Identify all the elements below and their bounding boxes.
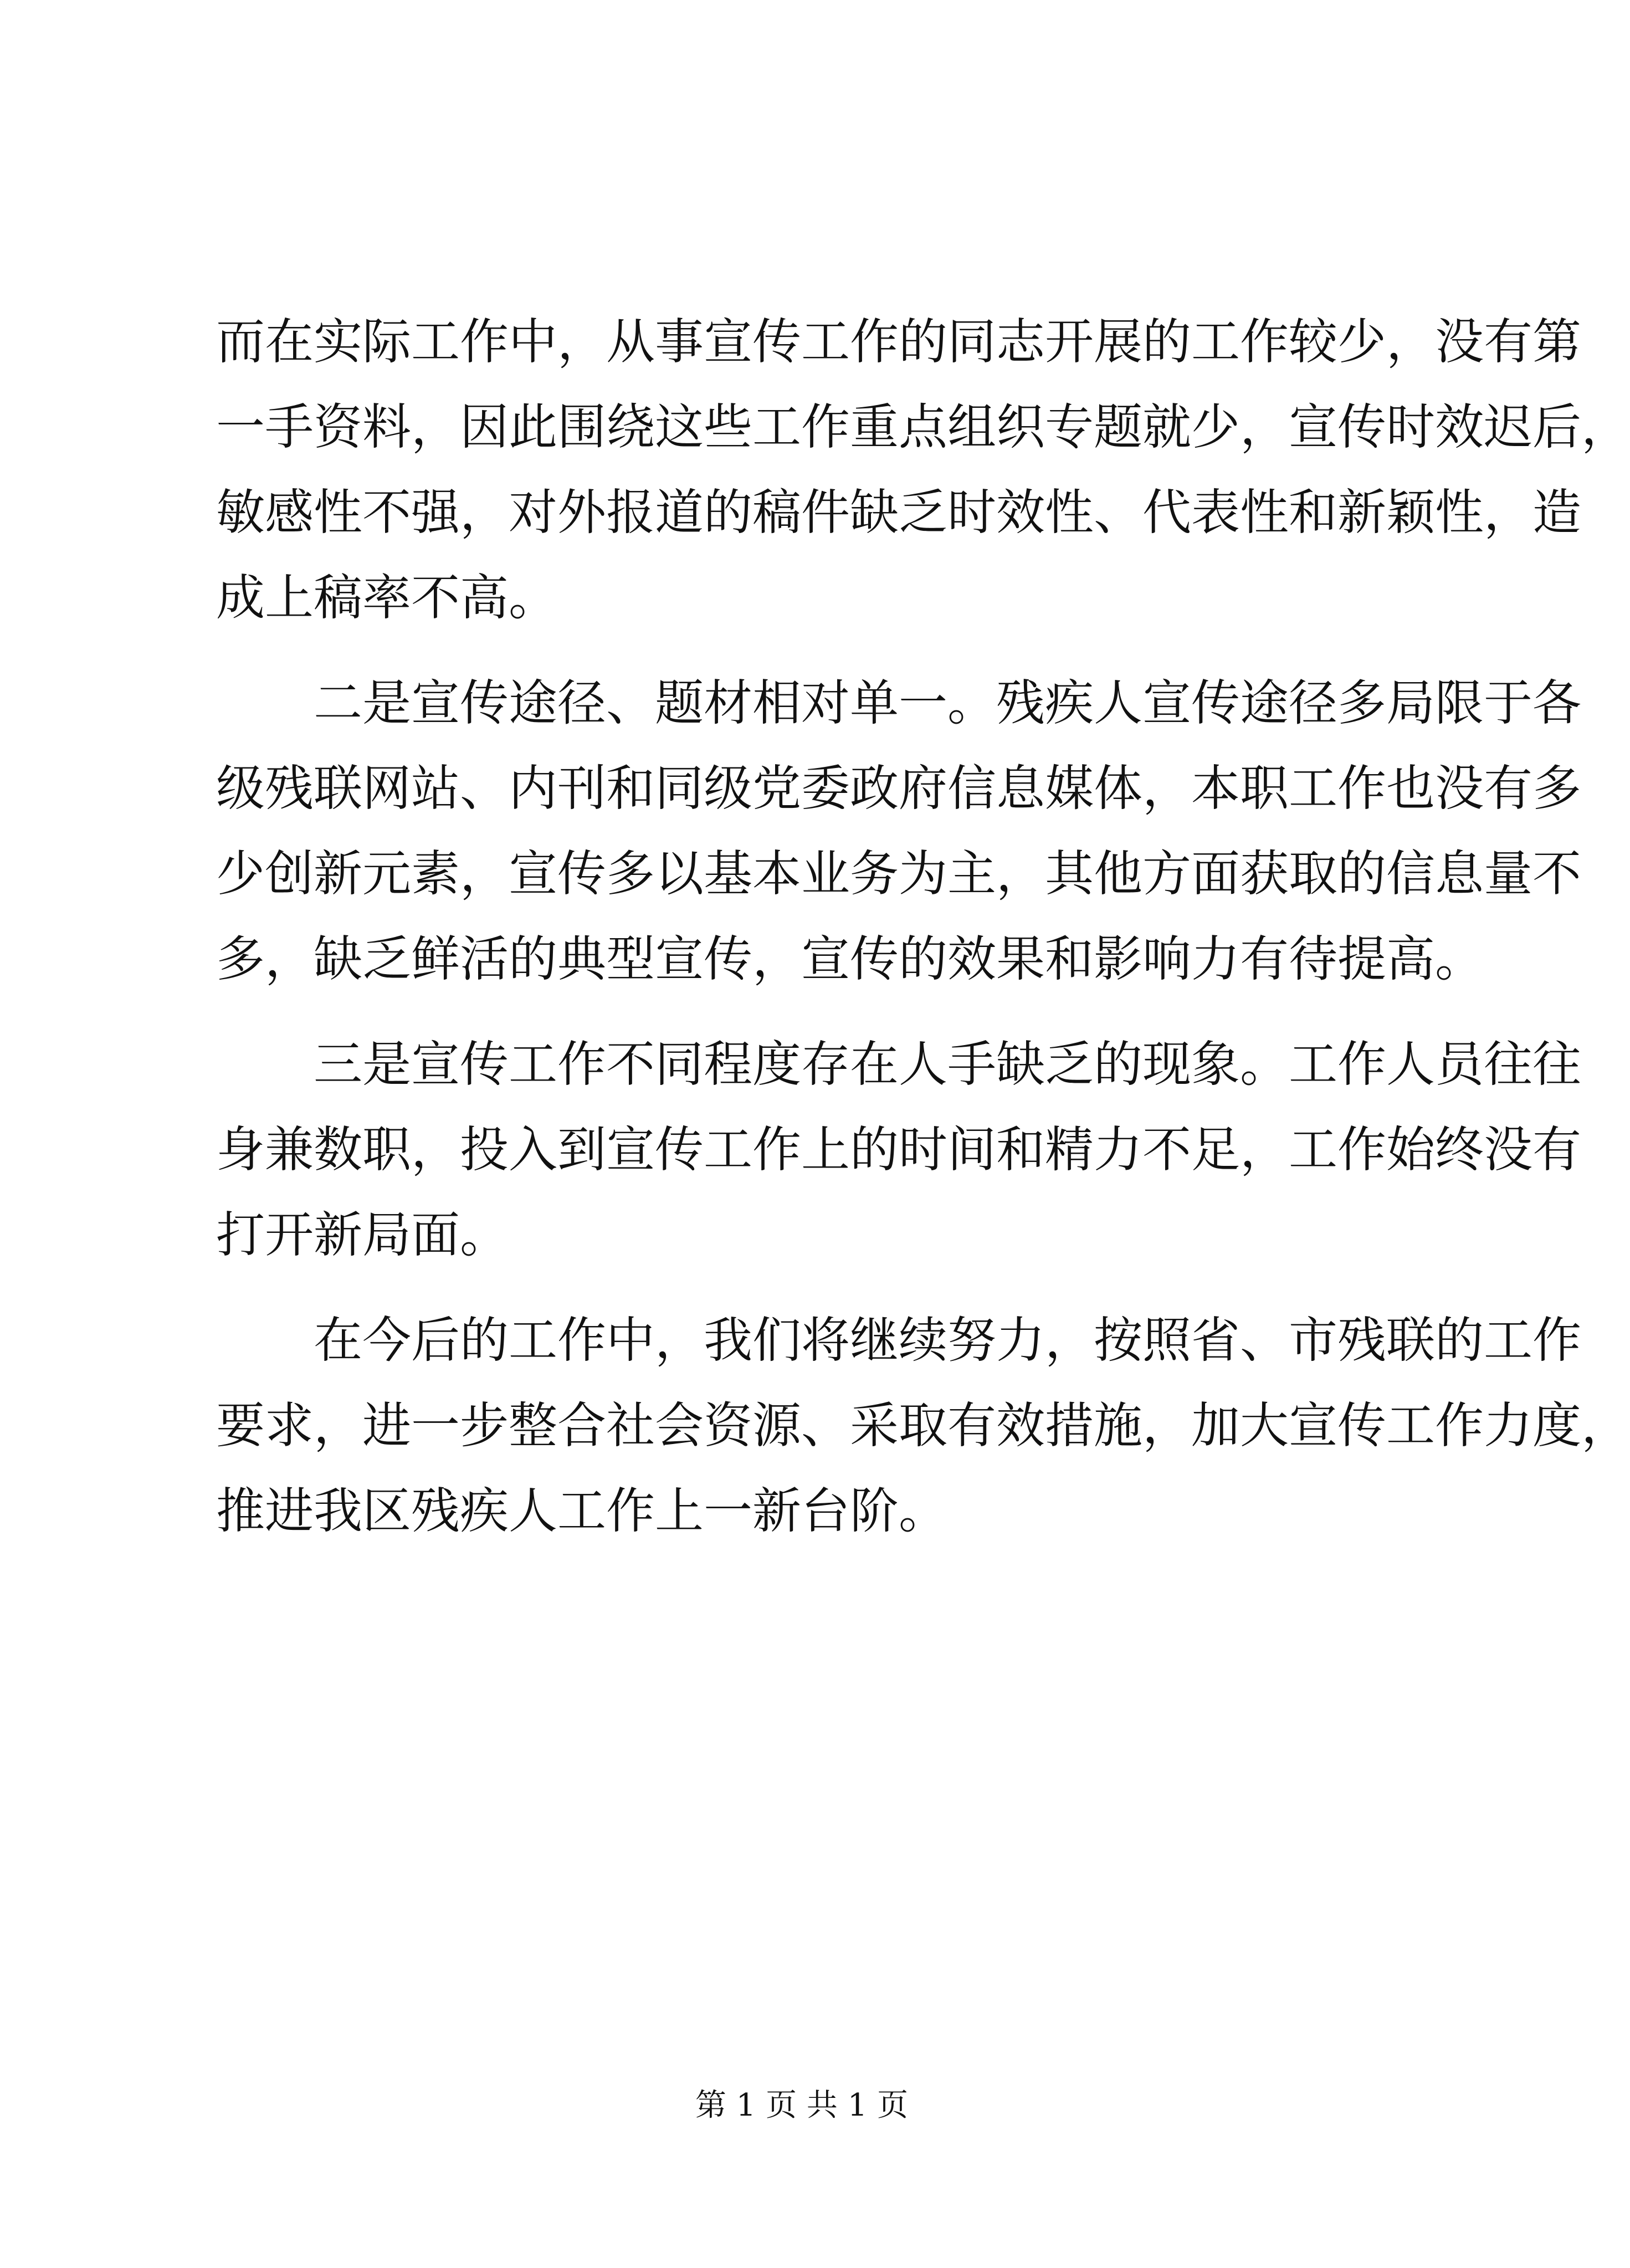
paragraph-line: 要求，进一步整合社会资源、采取有效措施，加大宣传工作力度， (216, 1397, 1630, 1454)
paragraph-1 (216, 299, 1630, 641)
paragraph-line: 多，缺乏鲜活的典型宣传，宣传的效果和影响力有待提高。 (216, 930, 1484, 987)
page-number-footer: 第 1 页 共 1 页 (695, 2087, 909, 2123)
paragraph-line: 身兼数职，投入到宣传工作上的时间和精力不足，工作始终没有 (216, 1121, 1582, 1178)
paragraph-line: 二是宣传途径、题材相对单一。残疾人宣传途径多局限于各 (314, 674, 1582, 731)
paragraph-line: 一手资料，因此围绕这些工作重点组织专题就少，宣传时效迟后， (216, 398, 1630, 455)
paragraph-line: 三是宣传工作不同程度存在人手缺乏的现象。工作人员往往 (314, 1036, 1582, 1093)
paragraph-4 (216, 1298, 1630, 1554)
paragraph-line: 在今后的工作中，我们将继续努力，按照省、市残联的工作 (314, 1312, 1582, 1369)
paragraph-line: 打开新局面。 (216, 1206, 509, 1263)
paragraph-3 (216, 1022, 1582, 1278)
paragraph-line: 而在实际工作中，从事宣传工作的同志开展的工作较少，没有第 (216, 313, 1582, 370)
document-body (216, 299, 1630, 1574)
paragraph-line: 敏感性不强，对外报道的稿件缺乏时效性、代表性和新颖性，造 (216, 484, 1582, 541)
paragraph-line: 成上稿率不高。 (216, 569, 558, 626)
paragraph-line: 级残联网站、内刊和同级党委政府信息媒体，本职工作也没有多 (216, 760, 1582, 817)
paragraph-2 (216, 661, 1582, 1002)
paragraph-line: 少创新元素，宣传多以基本业务为主，其他方面获取的信息量不 (216, 845, 1582, 902)
paragraph-line: 推进我区残疾人工作上一新台阶。 (216, 1482, 948, 1539)
